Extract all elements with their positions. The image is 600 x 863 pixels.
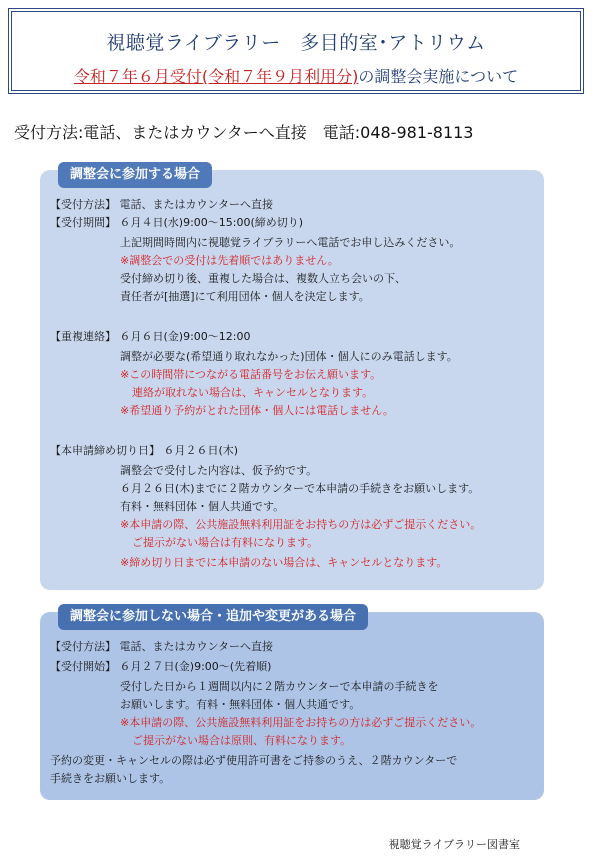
p2-line-7: 手続きをお願いします。	[50, 772, 171, 785]
p2-line-2: 受付した日から１週間以内に２階カウンターで本申請の手続きを	[120, 680, 439, 693]
p2-line-5: ご提示がない場合は原則、有料になります。	[132, 734, 352, 747]
subtitle-underlined: 令和７年６月受付(令和７年９月利用分)	[73, 67, 359, 86]
p1-line-16: ご提示がない場合は有料になります。	[132, 536, 319, 549]
p1-line-5: 責任者が[抽選]にて利用団体・個人を決定します。	[120, 290, 370, 303]
p1-line-9: 連絡が取れない場合は、キャンセルとなります。	[132, 386, 374, 399]
subtitle-rest: の調整会実施について	[358, 67, 519, 86]
p1-line-14: 有料・無料団体・個人共通です。	[120, 500, 285, 513]
panel-not-attend-meeting	[40, 609, 544, 800]
panel-attend-tab: 調整会に参加する場合	[58, 162, 212, 188]
p1-line-1: 【受付期間】 ６月４日(水)9:00～15:00(締め切り)	[50, 216, 304, 229]
p2-line-0: 【受付方法】 電話、またはカウンターへ直接	[50, 640, 274, 653]
p1-line-13: ６月２６日(木)までに２階カウンターで本申請の手続きをお願いします。	[120, 482, 480, 495]
p1-line-6: 【重複連絡】 ６月６日(金)9:00～12:00	[50, 330, 251, 343]
panel-not-attend-tab: 調整会に参加しない場合・追加や変更がある場合	[58, 604, 368, 630]
p1-line-3: ※調整会での受付は先着順ではありません。	[120, 254, 339, 267]
p1-line-2: 上記期間時間内に視聴覚ライブラリーへ電話でお申し込みください。	[120, 236, 461, 249]
header-box	[8, 8, 584, 94]
p1-line-7: 調整が必要な(希望通り取れなかった)団体・個人にのみ電話します。	[120, 350, 458, 363]
footer-library-name: 視聴覚ライブラリー図書室	[388, 838, 520, 851]
page-subtitle	[12, 64, 580, 87]
p2-line-1: 【受付開始】 ６月２７日(金)9:00～(先着順)	[50, 660, 272, 673]
p1-line-11: 【本申請締め切り日】 ６月２６日(木)	[50, 444, 239, 457]
contact-line: 受付方法:電話、またはカウンターへ直接 電話:048-981-8113	[14, 123, 474, 142]
p1-line-12: 調整会で受付した内容は、仮予約です。	[120, 464, 318, 477]
p2-line-4: ※本申請の際、公共施設無料利用証をお持ちの方は必ずご提示ください。	[120, 716, 482, 729]
p1-line-4: 受付締め切り後、重複した場合は、複数人立ち会いの下、	[120, 272, 406, 285]
page-title: 視聴覚ライブラリー 多目的室･アトリウム	[106, 32, 486, 54]
p1-line-15: ※本申請の際、公共施設無料利用証をお持ちの方は必ずご提示ください。	[120, 518, 482, 531]
p1-line-10: ※希望通り予約がとれた団体・個人には電話しません。	[120, 404, 394, 417]
panel-attend-meeting	[40, 167, 544, 590]
p1-line-8: ※この時間帯につながる電話番号をお伝え願います。	[120, 368, 382, 381]
p2-line-6: 予約の変更・キャンセルの際は必ず使用許可書をご持参のうえ、２階カウンターで	[50, 754, 458, 767]
p2-line-3: お願いします。有料・無料団体・個人共通です。	[120, 698, 361, 711]
p1-line-0: 【受付方法】 電話、またはカウンターへ直接	[50, 198, 274, 211]
p1-line-17: ※締め切り日までに本申請のない場合は、キャンセルとなります。	[120, 556, 448, 569]
